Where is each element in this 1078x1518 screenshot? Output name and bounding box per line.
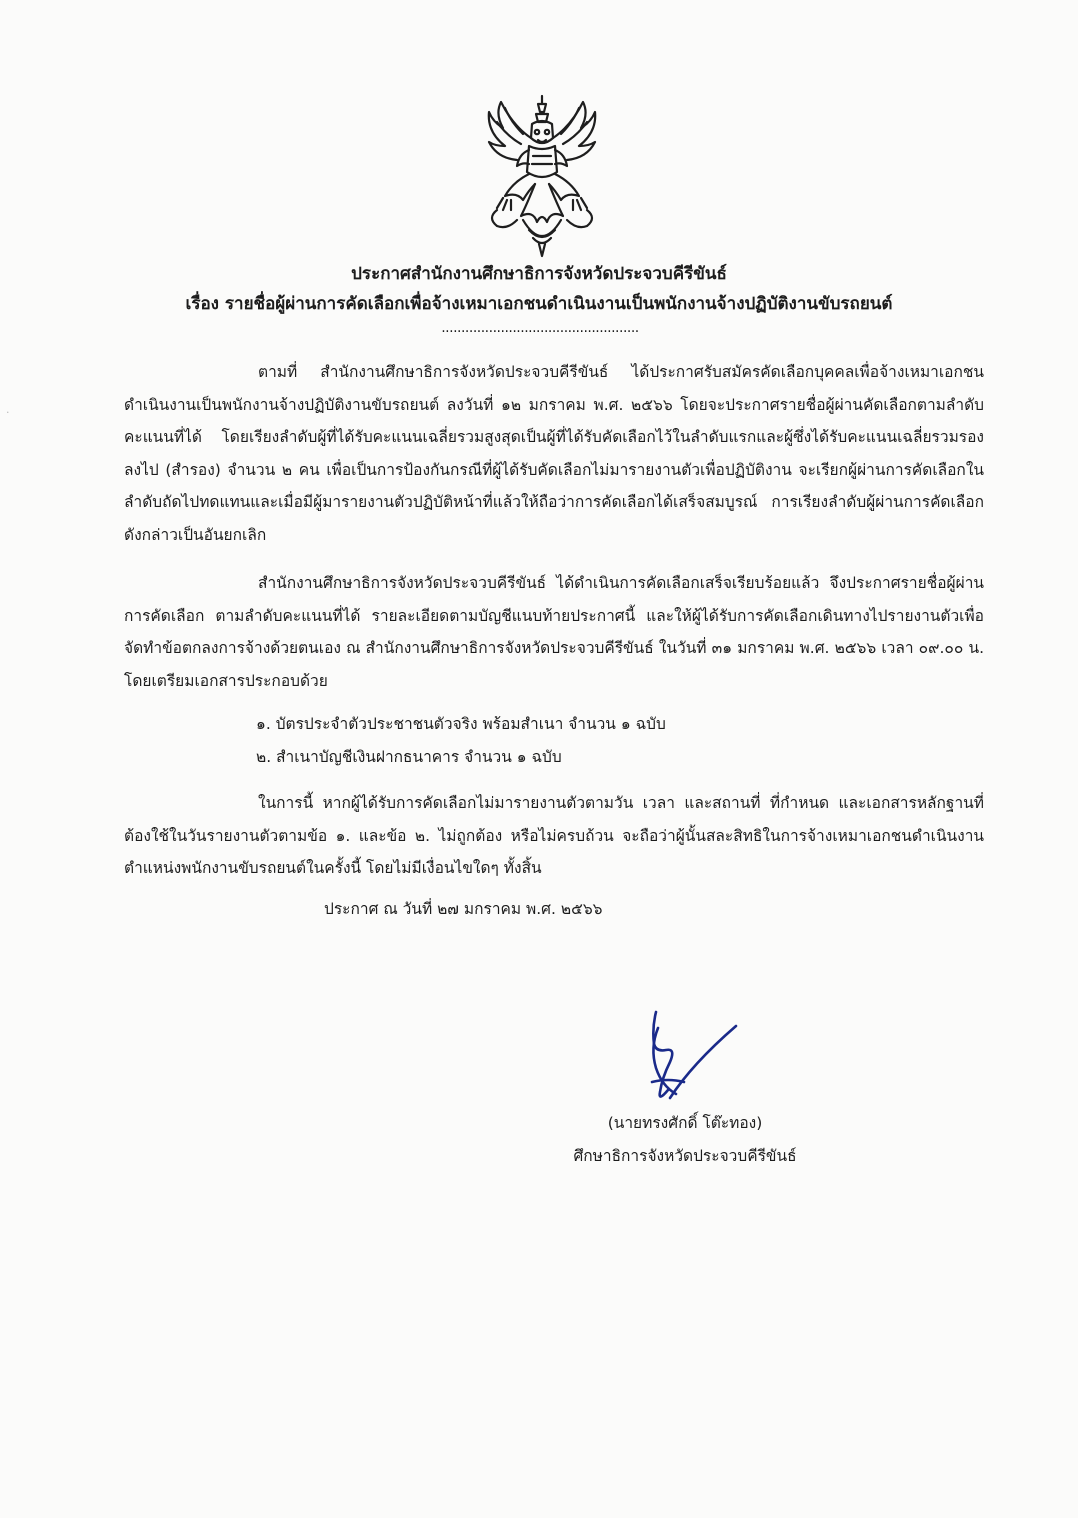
document-subject: เรื่อง รายชื่อผู้ผ่านการคัดเลือกเพื่อจ้างเหมาเอกชนดำเนินงานเป็นพนักงานจ้างปฏิบัติงานขับรถยนต์ [185, 294, 893, 314]
signer-position: ศึกษาธิการจังหวัดประจวบคีรีขันธ์ [573, 1147, 797, 1165]
handwritten-signature-icon [632, 1008, 744, 1108]
document-title: ประกาศสำนักงานศึกษาธิการจังหวัดประจวบคีรีขันธ์ [351, 264, 727, 284]
announcement-date: ประกาศ ณ วันที่ ๒๗ มกราคม พ.ศ. ๒๕๖๖ [324, 900, 603, 918]
paragraph-2: สำนักงานศึกษาธิการจังหวัดประจวบคีรีขันธ์ ได้ดำเนินการคัดเลือกเสร็จเรียบร้อยแล้ว จึงประกาศรายชื่อผู้ผ่านการคัดเลือก ตามลำดับคะแนนที่ได้ รายละเอียดตามบัญชีแนบท้ายประกาศนี้ และให้ผู้ได้รับการคัดเลือกเดินทางไปรายงานตัวเพื่อจัดทำข้อตกลงการจ้างด้วยตนเอง ณ สำนักงานศึกษาธิการจังหวัดประจวบคีรีขันธ์ ในวันที่ ๓๑ มกราคม พ.ศ. ๒๕๖๖ เวลา ๐๙.๐๐ น. โดยเตรียมเอกสารประกอบด้วย [124, 574, 984, 690]
document-item-2: ๒. สำเนาบัญชีเงินฝากธนาคาร จำนวน ๑ ฉบับ [256, 748, 562, 766]
garuda-emblem-icon [483, 92, 601, 260]
scan-speck: · [6, 406, 10, 419]
paragraph-1: ตามที่ สำนักงานศึกษาธิการจังหวัดประจวบคีรีขันธ์ ได้ประกาศรับสมัครคัดเลือกบุคคลเพื่อจ้างเหมาเอกชนดำเนินงานเป็นพนักงานจ้างปฏิบัติงานขับรถยนต์ ลงวันที่ ๑๒ มกราคม พ.ศ. ๒๕๖๖ โดยจะประกาศรายชื่อผู้ผ่านคัดเลือกตามลำดับคะแนนที่ได้ โดยเรียงลำดับผู้ที่ได้รับคะแนนเฉลี่ยรวมสูงสุดเป็นผู้ที่ได้รับคัดเลือกไว้ในลำดับแรกและผู้ซึ่งได้รับคะแนนเฉลี่ยรวมรองลงไป (สำรอง) จำนวน ๒ คน เพื่อเป็นการป้องกันกรณีที่ผู้ได้รับคัดเลือกไม่มารายงานตัวเพื่อปฏิบัติงาน จะเรียกผู้ผ่านการคัดเลือกในลำดับถัดไปทดแทนและเมื่อมีผู้มารายงานตัวปฏิบัติหน้าที่แล้วให้ถือว่าการคัดเลือกได้เสร็จสมบูรณ์ การเรียงลำดับผู้ผ่านการคัดเลือกดังกล่าวเป็นอันยกเลิก [124, 363, 984, 544]
title-separator: .................................................. [441, 320, 639, 336]
document-item-1: ๑. บัตรประจำตัวประชาชนตัวจริง พร้อมสำเนา จำนวน ๑ ฉบับ [256, 715, 666, 733]
signer-name: (นายทรงศักดิ์ โต๊ะทอง) [607, 1114, 763, 1132]
paragraph-3: ในการนี้ หากผู้ได้รับการคัดเลือกไม่มารายงานตัวตามวัน เวลา และสถานที่ ที่กำหนด และเอกสารหลักฐานที่ต้องใช้ในวันรายงานตัวตามข้อ ๑. และข้อ ๒. ไม่ถูกต้อง หรือไม่ครบถ้วน จะถือว่าผู้นั้นสละสิทธิในการจ้างเหมาเอกชนดำเนินงานตำแหน่งพนักงานขับรถยนต์ในครั้งนี้ โดยไม่มีเงื่อนไขใดๆ ทั้งสิ้น [124, 794, 984, 877]
